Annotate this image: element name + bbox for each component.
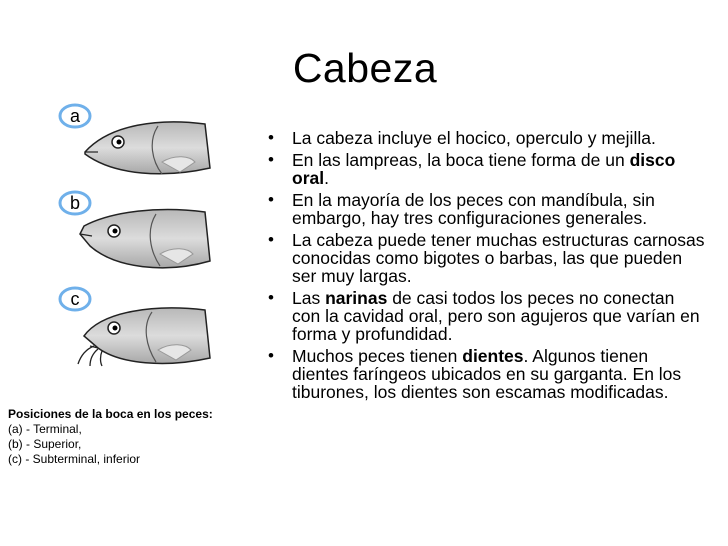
bullet-item: • La cabeza puede tener muchas estructuras carnosas conocidas como bigotes o barbas, las que pueden ser muy largas.	[268, 230, 705, 286]
caption-line: (a) - Terminal,	[8, 422, 82, 436]
fish-head-superior	[80, 210, 210, 268]
bold-term: narinas	[325, 288, 388, 308]
svg-text:c: c	[70, 289, 80, 309]
label-b	[60, 192, 90, 214]
bullet-list	[266, 129, 706, 405]
bullet-item: • Las narinas de casi todos los peces no conectan con la cavidad oral, pero son agujeros que varían en forma y profundidad.	[268, 288, 700, 344]
slide-title: Cabeza	[292, 45, 438, 91]
bullet-item: • Muchos peces tienen dientes. Algunos tienen dientes faríngeos ubicados en su garganta. En los tiburones, los dientes son escamas modificadas.	[268, 346, 682, 402]
caption-title: Posiciones de la boca en los peces:	[8, 407, 213, 421]
caption-line: (b) - Superior,	[8, 437, 82, 451]
fish-head-terminal	[85, 122, 210, 174]
bullet-item: • La cabeza incluye el hocico, operculo y mejilla.	[268, 128, 656, 148]
svg-text:b: b	[69, 193, 81, 213]
label-a	[60, 105, 90, 127]
bullet-item: • En la mayoría de los peces con mandíbula, sin embargo, hay tres configuraciones generales.	[268, 190, 655, 228]
figure-caption	[8, 407, 258, 467]
bullet-item: • En las lampreas, la boca tiene forma de un disco oral.	[268, 150, 676, 188]
label-c	[60, 288, 90, 310]
caption-line: (c) - Subterminal, inferior	[8, 452, 141, 466]
mouth-position-figure	[40, 96, 250, 396]
bold-term: dientes	[462, 346, 524, 366]
bold-term: disco oral	[292, 150, 676, 188]
svg-text:a: a	[69, 106, 81, 126]
fish-head-subterminal	[78, 308, 210, 366]
